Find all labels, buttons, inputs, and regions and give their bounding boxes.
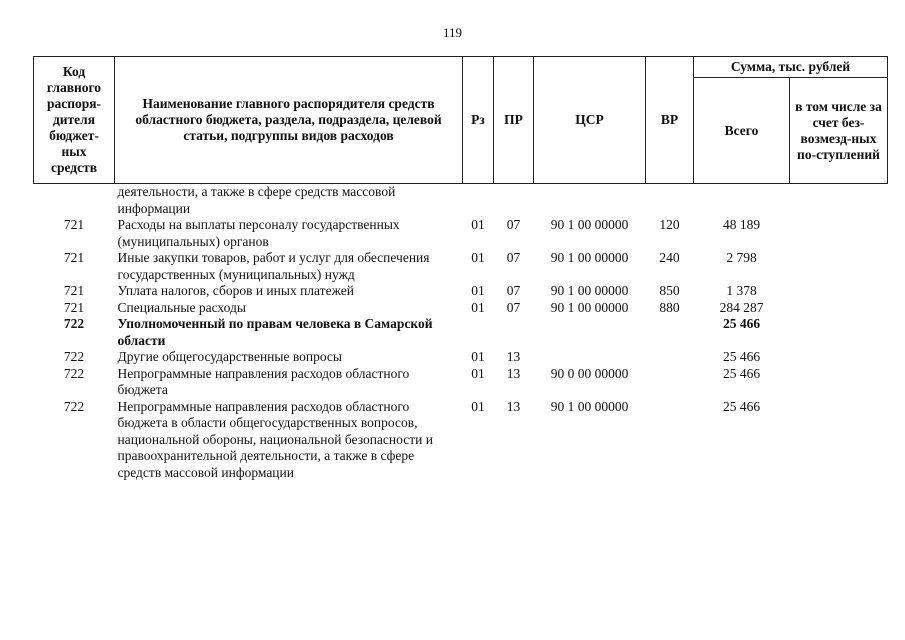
row-grant — [790, 300, 888, 317]
row-csr — [534, 316, 646, 349]
row-grant — [790, 184, 888, 218]
row-name: Иные закупки товаров, работ и услуг для обеспечения государственных (муниципальных) нужд — [117, 250, 430, 282]
row-vr: 240 — [659, 250, 680, 265]
table-row — [34, 283, 888, 300]
row-code: 722 — [63, 365, 85, 381]
row-total — [694, 184, 790, 218]
row-code: 721 — [63, 250, 85, 265]
header-name: Наименование главного распорядителя средств областного бюджета, раздела, подраздела, целевой статьи, подгруппы видов расходов — [115, 57, 463, 184]
row-vr: 880 — [659, 299, 680, 315]
row-rz: 01 — [471, 250, 485, 265]
row-vr — [646, 349, 694, 366]
row-total: 25 466 — [722, 316, 761, 331]
row-grant — [790, 283, 888, 300]
row-vr — [646, 316, 694, 349]
row-name: Расходы на выплаты персоналу государственных (муниципальных) органов — [117, 217, 400, 249]
header-grant: в том числе за счет без-возмезд-ных по-ступлений — [790, 78, 888, 184]
row-pr: 07 — [506, 299, 521, 315]
row-pr: 13 — [506, 365, 521, 381]
row-grant — [790, 316, 888, 349]
row-pr — [494, 316, 534, 349]
row-total: 25 466 — [722, 365, 761, 381]
page-number: 119 — [442, 25, 463, 40]
row-vr — [646, 366, 694, 399]
table-row — [34, 399, 888, 482]
row-pr: 07 — [506, 250, 521, 265]
row-rz — [463, 184, 494, 218]
row-csr — [534, 349, 646, 366]
table-row — [34, 366, 888, 399]
row-code: 721 — [63, 299, 85, 315]
row-total: 25 466 — [722, 349, 761, 364]
row-total: 2 798 — [726, 250, 757, 265]
row-name: Уплата налогов, сборов и иных платежей — [117, 283, 354, 298]
row-csr: 90 1 00 00000 — [550, 250, 629, 265]
header-csr: ЦСР — [534, 57, 646, 184]
row-total: 1 378 — [726, 283, 757, 298]
row-vr: 850 — [659, 283, 680, 298]
row-pr — [494, 184, 534, 218]
row-code: 721 — [63, 283, 85, 298]
row-name: Специальные расходы — [117, 299, 246, 315]
row-code: 722 — [63, 316, 85, 331]
row-rz: 01 — [471, 398, 485, 414]
row-code: 721 — [63, 217, 85, 232]
row-grant — [790, 399, 888, 482]
row-pr: 07 — [506, 217, 521, 232]
table-row — [34, 250, 888, 283]
row-total: 25 466 — [722, 398, 761, 414]
row-csr: 90 1 00 00000 — [550, 398, 629, 414]
row-name: Уполномоченный по правам человека в Самарской области — [117, 316, 433, 348]
row-total: 284 287 — [719, 299, 764, 315]
table-row — [34, 184, 888, 218]
header-vr: ВР — [646, 57, 694, 184]
row-total: 48 189 — [722, 217, 761, 232]
budget-table — [33, 56, 888, 481]
row-rz: 01 — [471, 217, 485, 232]
row-csr: 90 0 00 00000 — [550, 365, 629, 381]
row-pr: 13 — [506, 398, 521, 414]
row-csr: 90 1 00 00000 — [550, 299, 629, 315]
table-header — [34, 57, 888, 184]
row-name: Непрограммные направления расходов областного бюджета — [117, 365, 410, 397]
header-total: Всего — [694, 78, 790, 184]
row-rz: 01 — [471, 349, 485, 364]
row-vr: 120 — [659, 217, 680, 232]
header-code: Код главного распоря-дителя бюджет-ных средств — [34, 57, 115, 184]
row-rz: 01 — [471, 283, 485, 298]
table-row — [34, 300, 888, 317]
row-name: Непрограммные направления расходов областного бюджета в области общегосударственных вопросов, национальной обороны, национальной безопасности и правоохранительной деятельности, а также в сфере средств массовой информации — [117, 398, 433, 480]
table-body — [34, 184, 888, 482]
header-rz: Рз — [463, 57, 494, 184]
row-rz — [463, 316, 494, 349]
header-sum: Сумма, тыс. рублей — [694, 57, 888, 78]
row-csr: 90 1 00 00000 — [550, 217, 629, 232]
table-row — [34, 349, 888, 366]
row-vr — [646, 399, 694, 482]
row-grant — [790, 217, 888, 250]
row-grant — [790, 366, 888, 399]
row-vr — [646, 184, 694, 218]
table-row — [34, 217, 888, 250]
header-pr: ПР — [494, 57, 534, 184]
row-rz: 01 — [471, 365, 485, 381]
row-rz: 01 — [471, 299, 485, 315]
row-code: 722 — [63, 349, 85, 364]
row-code: 722 — [63, 398, 85, 414]
table-row — [34, 316, 888, 349]
row-pr: 13 — [506, 349, 521, 364]
row-pr: 07 — [506, 283, 521, 298]
row-grant — [790, 250, 888, 283]
row-name: деятельности, а также в сфере средств массовой информации — [117, 184, 396, 216]
row-code — [34, 184, 115, 218]
row-grant — [790, 349, 888, 366]
row-csr: 90 1 00 00000 — [550, 283, 629, 298]
row-csr — [534, 184, 646, 218]
row-name: Другие общегосударственные вопросы — [117, 349, 342, 364]
